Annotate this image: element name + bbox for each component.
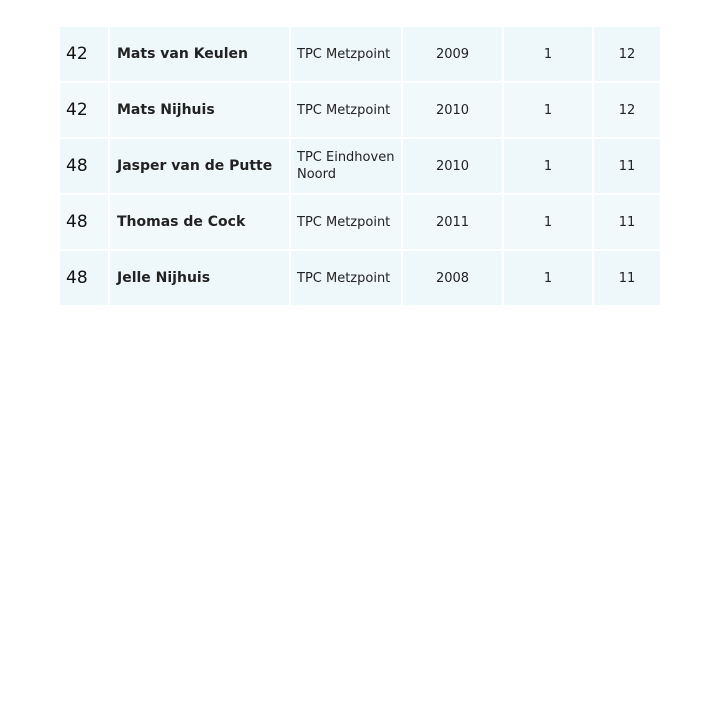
rank-cell: 48 <box>60 195 110 251</box>
table-row <box>60 251 660 307</box>
club-cell: TPC Metzpoint <box>291 83 403 139</box>
table-row <box>60 27 660 83</box>
club-cell: TPC Metzpoint <box>291 195 403 251</box>
count-cell: 1 <box>504 251 594 307</box>
birth-year-cell: 2009 <box>403 27 504 83</box>
table-row <box>60 195 660 251</box>
points-cell: 12 <box>594 83 660 139</box>
rank-cell: 48 <box>60 251 110 307</box>
club-cell: TPC Metzpoint <box>291 27 403 83</box>
count-cell: 1 <box>504 195 594 251</box>
player-name-cell: Thomas de Cock <box>110 195 291 251</box>
player-name-cell: Jasper van de Putte <box>110 139 291 195</box>
count-cell: 1 <box>504 27 594 83</box>
points-cell: 12 <box>594 27 660 83</box>
count-cell: 1 <box>504 139 594 195</box>
points-cell: 11 <box>594 251 660 307</box>
rank-cell: 48 <box>60 139 110 195</box>
birth-year-cell: 2010 <box>403 83 504 139</box>
ranking-table <box>60 27 660 307</box>
birth-year-cell: 2010 <box>403 139 504 195</box>
player-name-cell: Mats van Keulen <box>110 27 291 83</box>
rank-cell: 42 <box>60 83 110 139</box>
club-cell: TPC Eindhoven Noord <box>291 139 403 195</box>
ranking-table-container <box>60 27 660 307</box>
points-cell: 11 <box>594 195 660 251</box>
points-cell: 11 <box>594 139 660 195</box>
count-cell: 1 <box>504 83 594 139</box>
birth-year-cell: 2008 <box>403 251 504 307</box>
table-row <box>60 83 660 139</box>
rank-cell: 42 <box>60 27 110 83</box>
player-name-cell: Mats Nijhuis <box>110 83 291 139</box>
player-name-cell: Jelle Nijhuis <box>110 251 291 307</box>
table-row <box>60 139 660 195</box>
birth-year-cell: 2011 <box>403 195 504 251</box>
club-cell: TPC Metzpoint <box>291 251 403 307</box>
